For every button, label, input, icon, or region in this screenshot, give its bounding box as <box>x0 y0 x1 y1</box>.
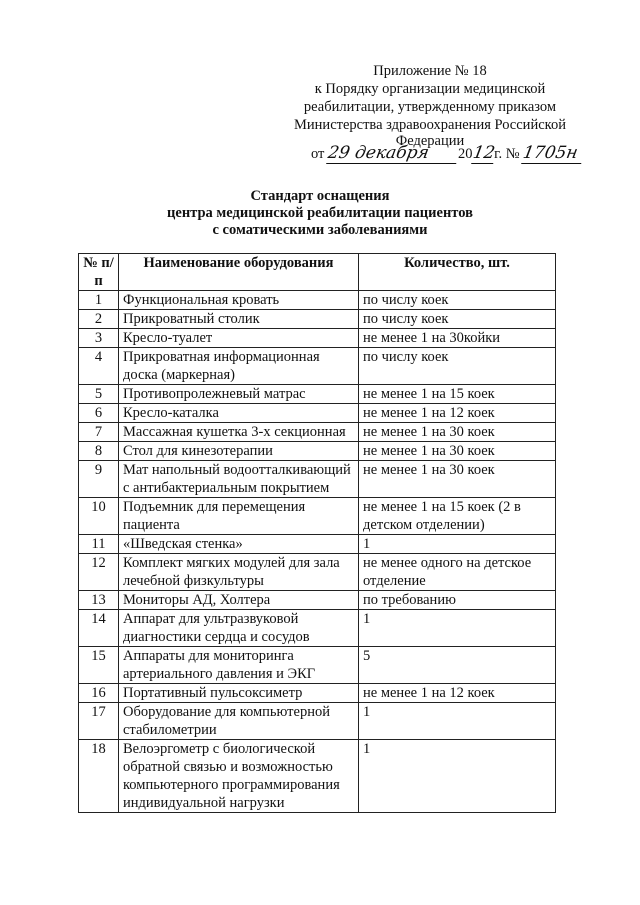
equipment-name: «Шведская стенка» <box>119 535 359 554</box>
row-number: 17 <box>79 703 119 740</box>
row-number: 7 <box>79 423 119 442</box>
table-row <box>79 461 556 498</box>
equipment-name: Прикроватная информационная доска (маркерная) <box>119 348 359 385</box>
equipment-name: Противопролежневый матрас <box>119 385 359 404</box>
equipment-quantity: 1 <box>359 535 556 554</box>
equipment-quantity: 1 <box>359 610 556 647</box>
table-row <box>79 647 556 684</box>
header-line: Приложение № 18 <box>373 63 487 79</box>
handwritten-date: 29 декабря <box>326 143 460 164</box>
equipment-name: Массажная кушетка 3-х секционная <box>119 423 359 442</box>
table-header-row <box>79 254 556 291</box>
year-prefix: 20 <box>458 146 473 162</box>
row-number: 15 <box>79 647 119 684</box>
equipment-name: Велоэргометр с биологической обратной связью и возможностью компьютерного программирования индивидуальной нагрузки <box>119 740 359 813</box>
equipment-quantity: не менее 1 на 12 коек <box>359 684 556 703</box>
row-number: 11 <box>79 535 119 554</box>
equipment-quantity: по требованию <box>359 591 556 610</box>
equipment-name: Аппараты для мониторинга артериального давления и ЭКГ <box>119 647 359 684</box>
row-number: 8 <box>79 442 119 461</box>
equipment-table <box>78 253 556 813</box>
header-line: реабилитации, утвержденному приказом <box>303 99 557 115</box>
equipment-name: Функциональная кровать <box>119 291 359 310</box>
table-row <box>79 610 556 647</box>
appendix-header <box>280 62 580 150</box>
equipment-quantity: не менее 1 на 30 коек <box>359 461 556 498</box>
row-number: 5 <box>79 385 119 404</box>
equipment-name: Портативный пульсоксиметр <box>119 684 359 703</box>
row-number: 2 <box>79 310 119 329</box>
equipment-name: Мат напольный водоотталкивающий с антибактериальным покрытием <box>119 461 359 498</box>
title-line: центра медицинской реабилитации пациентов <box>167 205 473 221</box>
row-number: 16 <box>79 684 119 703</box>
equipment-quantity: не менее 1 на 15 коек (2 в детском отделении) <box>359 498 556 535</box>
equipment-quantity: не менее 1 на 15 коек <box>359 385 556 404</box>
table-row <box>79 404 556 423</box>
equipment-name: Оборудование для компьютерной стабилометрии <box>119 703 359 740</box>
table-row <box>79 684 556 703</box>
handwritten-number: 1705н <box>521 143 585 164</box>
row-number: 9 <box>79 461 119 498</box>
row-number: 6 <box>79 404 119 423</box>
order-date-line <box>311 143 583 164</box>
header-line: к Порядку организации медицинской <box>314 81 546 97</box>
equipment-quantity: по числу коек <box>359 310 556 329</box>
title-line: Стандарт оснащения <box>250 188 390 204</box>
table-row <box>79 535 556 554</box>
table-row <box>79 310 556 329</box>
equipment-quantity: 5 <box>359 647 556 684</box>
table-row <box>79 498 556 535</box>
row-number: 3 <box>79 329 119 348</box>
table-row <box>79 385 556 404</box>
equipment-name: Аппарат для ультразвуковой диагностики сердца и сосудов <box>119 610 359 647</box>
equipment-quantity: не менее одного на детское отделение <box>359 554 556 591</box>
row-number: 18 <box>79 740 119 813</box>
date-prefix: от <box>311 146 325 162</box>
equipment-name: Подъемник для перемещения пациента <box>119 498 359 535</box>
table-row <box>79 329 556 348</box>
table-row <box>79 442 556 461</box>
equipment-quantity: по числу коек <box>359 291 556 310</box>
table-row <box>79 423 556 442</box>
title-line: с соматическими заболеваниями <box>212 222 428 238</box>
equipment-quantity: не менее 1 на 30койки <box>359 329 556 348</box>
table-row <box>79 291 556 310</box>
year-suffix: г. № <box>494 146 520 162</box>
handwritten-year: 12 <box>470 143 497 163</box>
equipment-quantity: 1 <box>359 703 556 740</box>
table-row <box>79 740 556 813</box>
equipment-name: Кресло-туалет <box>119 329 359 348</box>
table-row <box>79 591 556 610</box>
row-number: 13 <box>79 591 119 610</box>
equipment-name: Стол для кинезотерапии <box>119 442 359 461</box>
equipment-quantity: не менее 1 на 30 коек <box>359 423 556 442</box>
header-name: Наименование оборудования <box>119 254 359 291</box>
equipment-quantity: по числу коек <box>359 348 556 385</box>
header-line: Министерства здравоохранения Российской <box>294 117 566 133</box>
equipment-name: Комплект мягких модулей для зала лечебной физкультуры <box>119 554 359 591</box>
row-number: 1 <box>79 291 119 310</box>
row-number: 14 <box>79 610 119 647</box>
table-row <box>79 348 556 385</box>
row-number: 4 <box>79 348 119 385</box>
equipment-quantity: 1 <box>359 740 556 813</box>
header-quantity: Количество, шт. <box>359 254 556 291</box>
equipment-quantity: не менее 1 на 30 коек <box>359 442 556 461</box>
row-number: 12 <box>79 554 119 591</box>
row-number: 10 <box>79 498 119 535</box>
equipment-name: Прикроватный столик <box>119 310 359 329</box>
header-number: № п/п <box>79 254 119 291</box>
table-row <box>79 703 556 740</box>
table-row <box>79 554 556 591</box>
equipment-name: Кресло-каталка <box>119 404 359 423</box>
document-title <box>0 188 640 239</box>
equipment-quantity: не менее 1 на 12 коек <box>359 404 556 423</box>
equipment-name: Мониторы АД, Холтера <box>119 591 359 610</box>
header-line: Федерации <box>395 133 465 149</box>
